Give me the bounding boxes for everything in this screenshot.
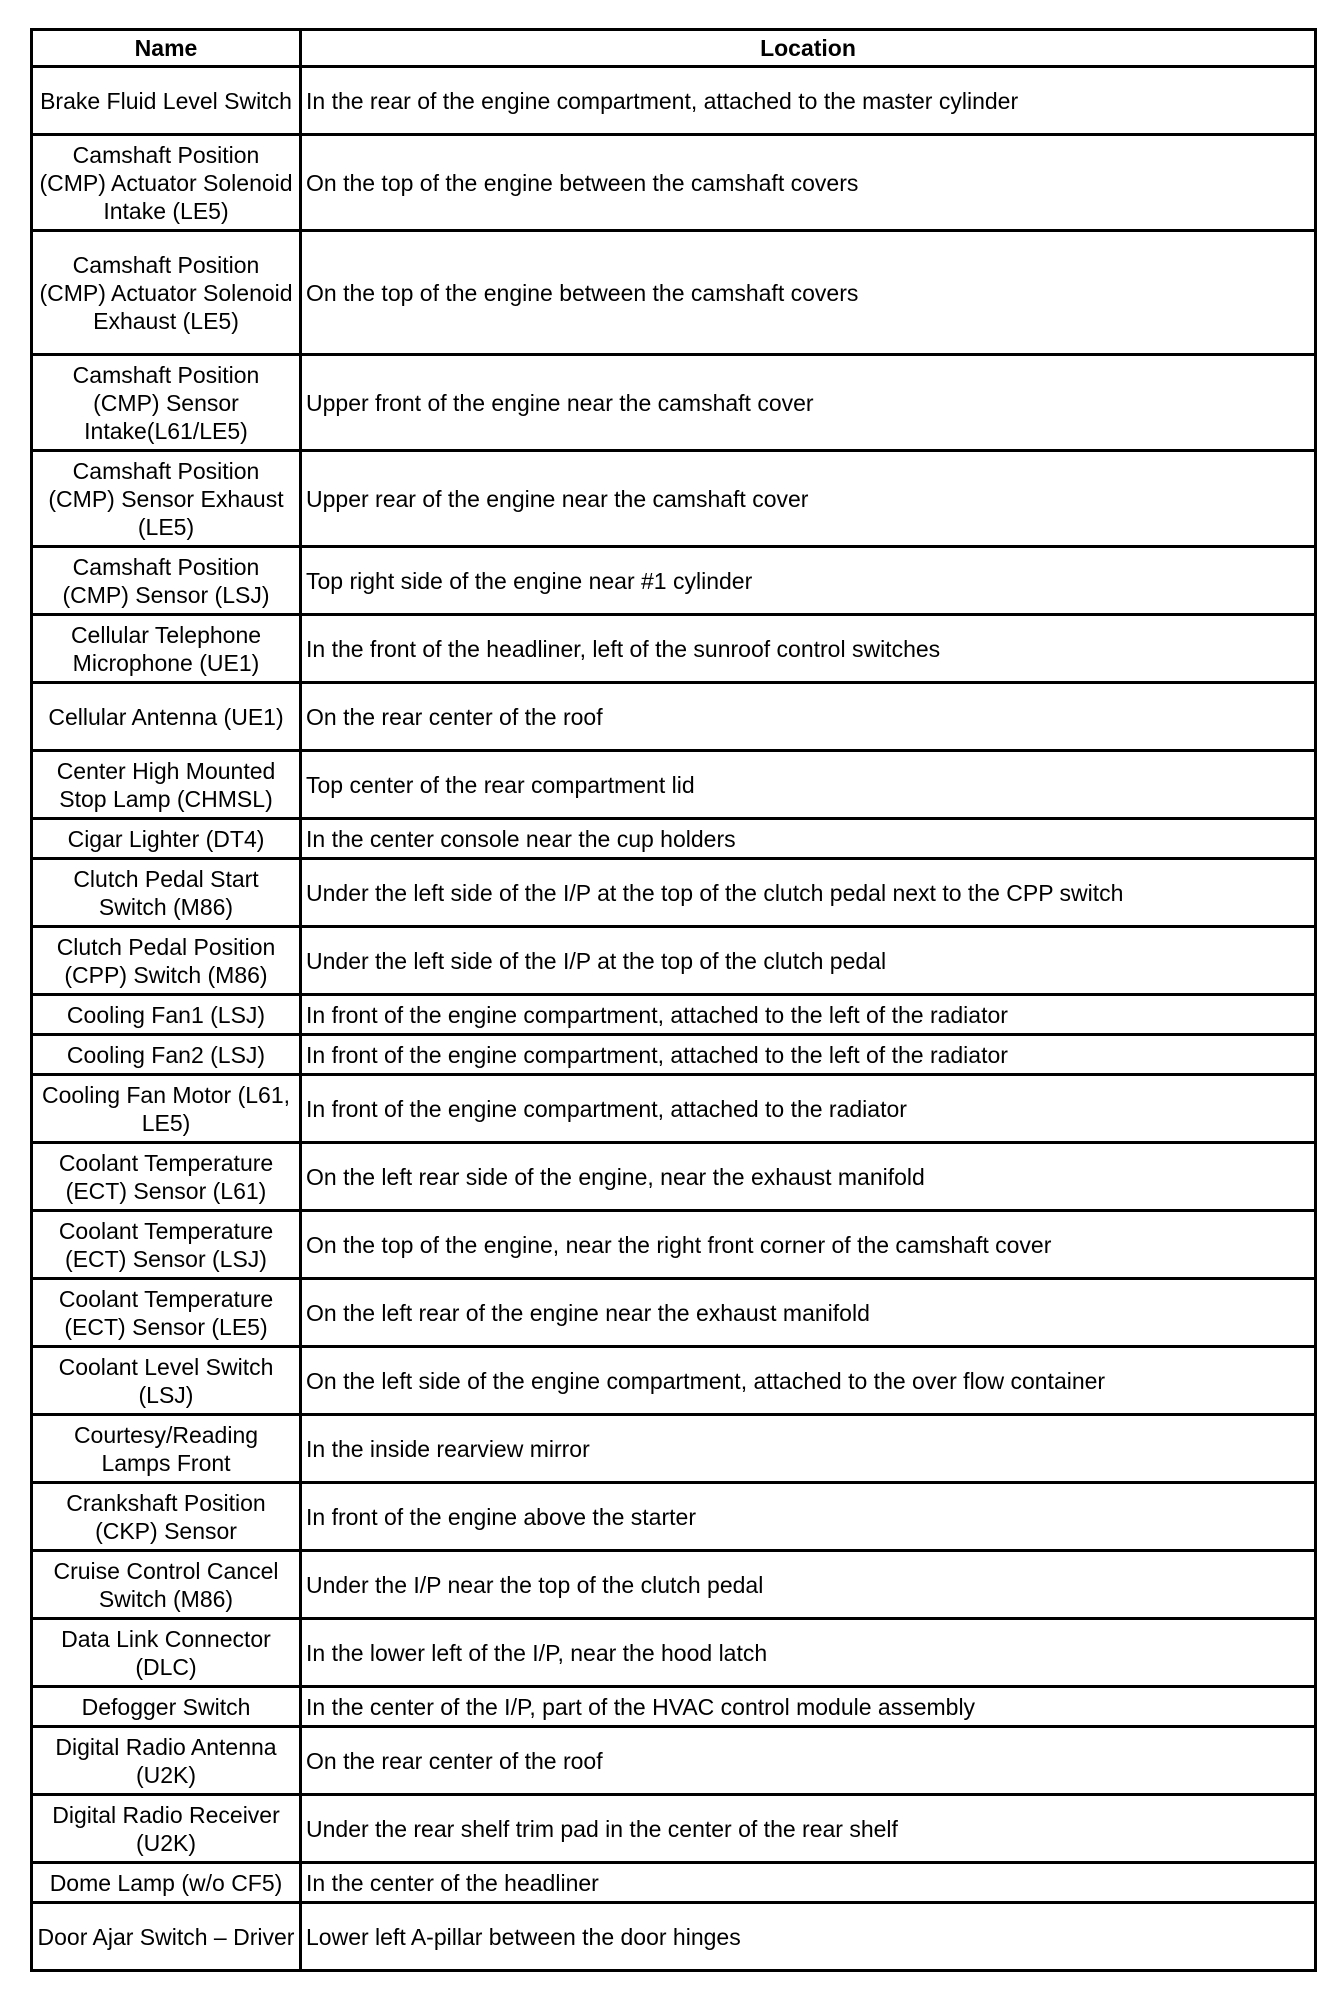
cell-name: Clutch Pedal Position (CPP) Switch (M86) (32, 927, 301, 995)
cell-location: Under the rear shelf trim pad in the center of the rear shelf (301, 1795, 1316, 1863)
cell-name: Door Ajar Switch – Driver (32, 1903, 301, 1971)
cell-location: Under the left side of the I/P at the top of the clutch pedal (301, 927, 1316, 995)
cell-name: Data Link Connector (DLC) (32, 1619, 301, 1687)
cell-name: Cigar Lighter (DT4) (32, 819, 301, 859)
cell-location: On the rear center of the roof (301, 1727, 1316, 1795)
cell-location: In the front of the headliner, left of the sunroof control switches (301, 615, 1316, 683)
cell-location: On the left side of the engine compartment, attached to the over flow container (301, 1347, 1316, 1415)
table-row (32, 751, 1316, 819)
cell-name: Coolant Temperature (ECT) Sensor (LSJ) (32, 1211, 301, 1279)
cell-location: Under the left side of the I/P at the top of the clutch pedal next to the CPP switch (301, 859, 1316, 927)
table-row (32, 819, 1316, 859)
cell-location: On the left rear side of the engine, near the exhaust manifold (301, 1143, 1316, 1211)
cell-name: Center High Mounted Stop Lamp (CHMSL) (32, 751, 301, 819)
table-row (32, 683, 1316, 751)
cell-location: In the lower left of the I/P, near the hood latch (301, 1619, 1316, 1687)
table-row (32, 995, 1316, 1035)
cell-location: Upper rear of the engine near the camshaft cover (301, 451, 1316, 547)
cell-name: Cooling Fan2 (LSJ) (32, 1035, 301, 1075)
column-header-location: Location (301, 30, 1316, 67)
cell-name: Cooling Fan1 (LSJ) (32, 995, 301, 1035)
cell-location: Top right side of the engine near #1 cylinder (301, 547, 1316, 615)
component-location-table (30, 28, 1317, 1972)
cell-location: On the left rear of the engine near the exhaust manifold (301, 1279, 1316, 1347)
cell-location: Upper front of the engine near the camshaft cover (301, 355, 1316, 451)
cell-name: Cooling Fan Motor (L61, LE5) (32, 1075, 301, 1143)
table-row (32, 451, 1316, 547)
table-row (32, 859, 1316, 927)
cell-location: On the rear center of the roof (301, 683, 1316, 751)
cell-location: In front of the engine compartment, attached to the left of the radiator (301, 995, 1316, 1035)
cell-name: Cellular Telephone Microphone (UE1) (32, 615, 301, 683)
table-row (32, 1279, 1316, 1347)
table-row (32, 67, 1316, 135)
cell-name: Coolant Temperature (ECT) Sensor (L61) (32, 1143, 301, 1211)
cell-name: Cruise Control Cancel Switch (M86) (32, 1551, 301, 1619)
cell-name: Camshaft Position (CMP) Actuator Solenoid Exhaust (LE5) (32, 231, 301, 355)
cell-name: Cellular Antenna (UE1) (32, 683, 301, 751)
cell-name: Brake Fluid Level Switch (32, 67, 301, 135)
table-body (32, 67, 1316, 1971)
table-row (32, 1551, 1316, 1619)
cell-location: In front of the engine compartment, attached to the radiator (301, 1075, 1316, 1143)
table-row (32, 1687, 1316, 1727)
cell-location: In the center of the headliner (301, 1863, 1316, 1903)
cell-name: Camshaft Position (CMP) Sensor Intake(L61/LE5) (32, 355, 301, 451)
cell-name: Digital Radio Receiver (U2K) (32, 1795, 301, 1863)
table-row (32, 1143, 1316, 1211)
cell-location: Top center of the rear compartment lid (301, 751, 1316, 819)
cell-location: In the center of the I/P, part of the HVAC control module assembly (301, 1687, 1316, 1727)
cell-location: On the top of the engine, near the right front corner of the camshaft cover (301, 1211, 1316, 1279)
cell-location: Under the I/P near the top of the clutch pedal (301, 1551, 1316, 1619)
table-row (32, 1347, 1316, 1415)
table-row (32, 1415, 1316, 1483)
cell-name: Dome Lamp (w/o CF5) (32, 1863, 301, 1903)
cell-name: Camshaft Position (CMP) Sensor Exhaust (LE5) (32, 451, 301, 547)
table-header-row (32, 30, 1316, 67)
cell-name: Clutch Pedal Start Switch (M86) (32, 859, 301, 927)
cell-location: In the rear of the engine compartment, attached to the master cylinder (301, 67, 1316, 135)
table-row (32, 1727, 1316, 1795)
table-row (32, 1035, 1316, 1075)
table-row (32, 1903, 1316, 1971)
cell-location: In the center console near the cup holders (301, 819, 1316, 859)
table-row (32, 355, 1316, 451)
cell-name: Digital Radio Antenna (U2K) (32, 1727, 301, 1795)
table-row (32, 1483, 1316, 1551)
table-row (32, 1619, 1316, 1687)
component-location-sheet (30, 28, 1314, 1972)
cell-name: Camshaft Position (CMP) Actuator Solenoid Intake (LE5) (32, 135, 301, 231)
table-row (32, 615, 1316, 683)
table-row (32, 547, 1316, 615)
cell-name: Coolant Temperature (ECT) Sensor (LE5) (32, 1279, 301, 1347)
cell-location: In front of the engine above the starter (301, 1483, 1316, 1551)
cell-location: In front of the engine compartment, attached to the left of the radiator (301, 1035, 1316, 1075)
cell-name: Crankshaft Position (CKP) Sensor (32, 1483, 301, 1551)
table-row (32, 1795, 1316, 1863)
cell-location: Lower left A-pillar between the door hinges (301, 1903, 1316, 1971)
cell-name: Defogger Switch (32, 1687, 301, 1727)
table-row (32, 1211, 1316, 1279)
table-row (32, 1863, 1316, 1903)
cell-name: Camshaft Position (CMP) Sensor (LSJ) (32, 547, 301, 615)
table-row (32, 1075, 1316, 1143)
table-row (32, 231, 1316, 355)
cell-location: In the inside rearview mirror (301, 1415, 1316, 1483)
table-row (32, 135, 1316, 231)
cell-name: Coolant Level Switch (LSJ) (32, 1347, 301, 1415)
cell-location: On the top of the engine between the camshaft covers (301, 135, 1316, 231)
cell-location: On the top of the engine between the camshaft covers (301, 231, 1316, 355)
column-header-name: Name (32, 30, 301, 67)
cell-name: Courtesy/Reading Lamps Front (32, 1415, 301, 1483)
table-row (32, 927, 1316, 995)
